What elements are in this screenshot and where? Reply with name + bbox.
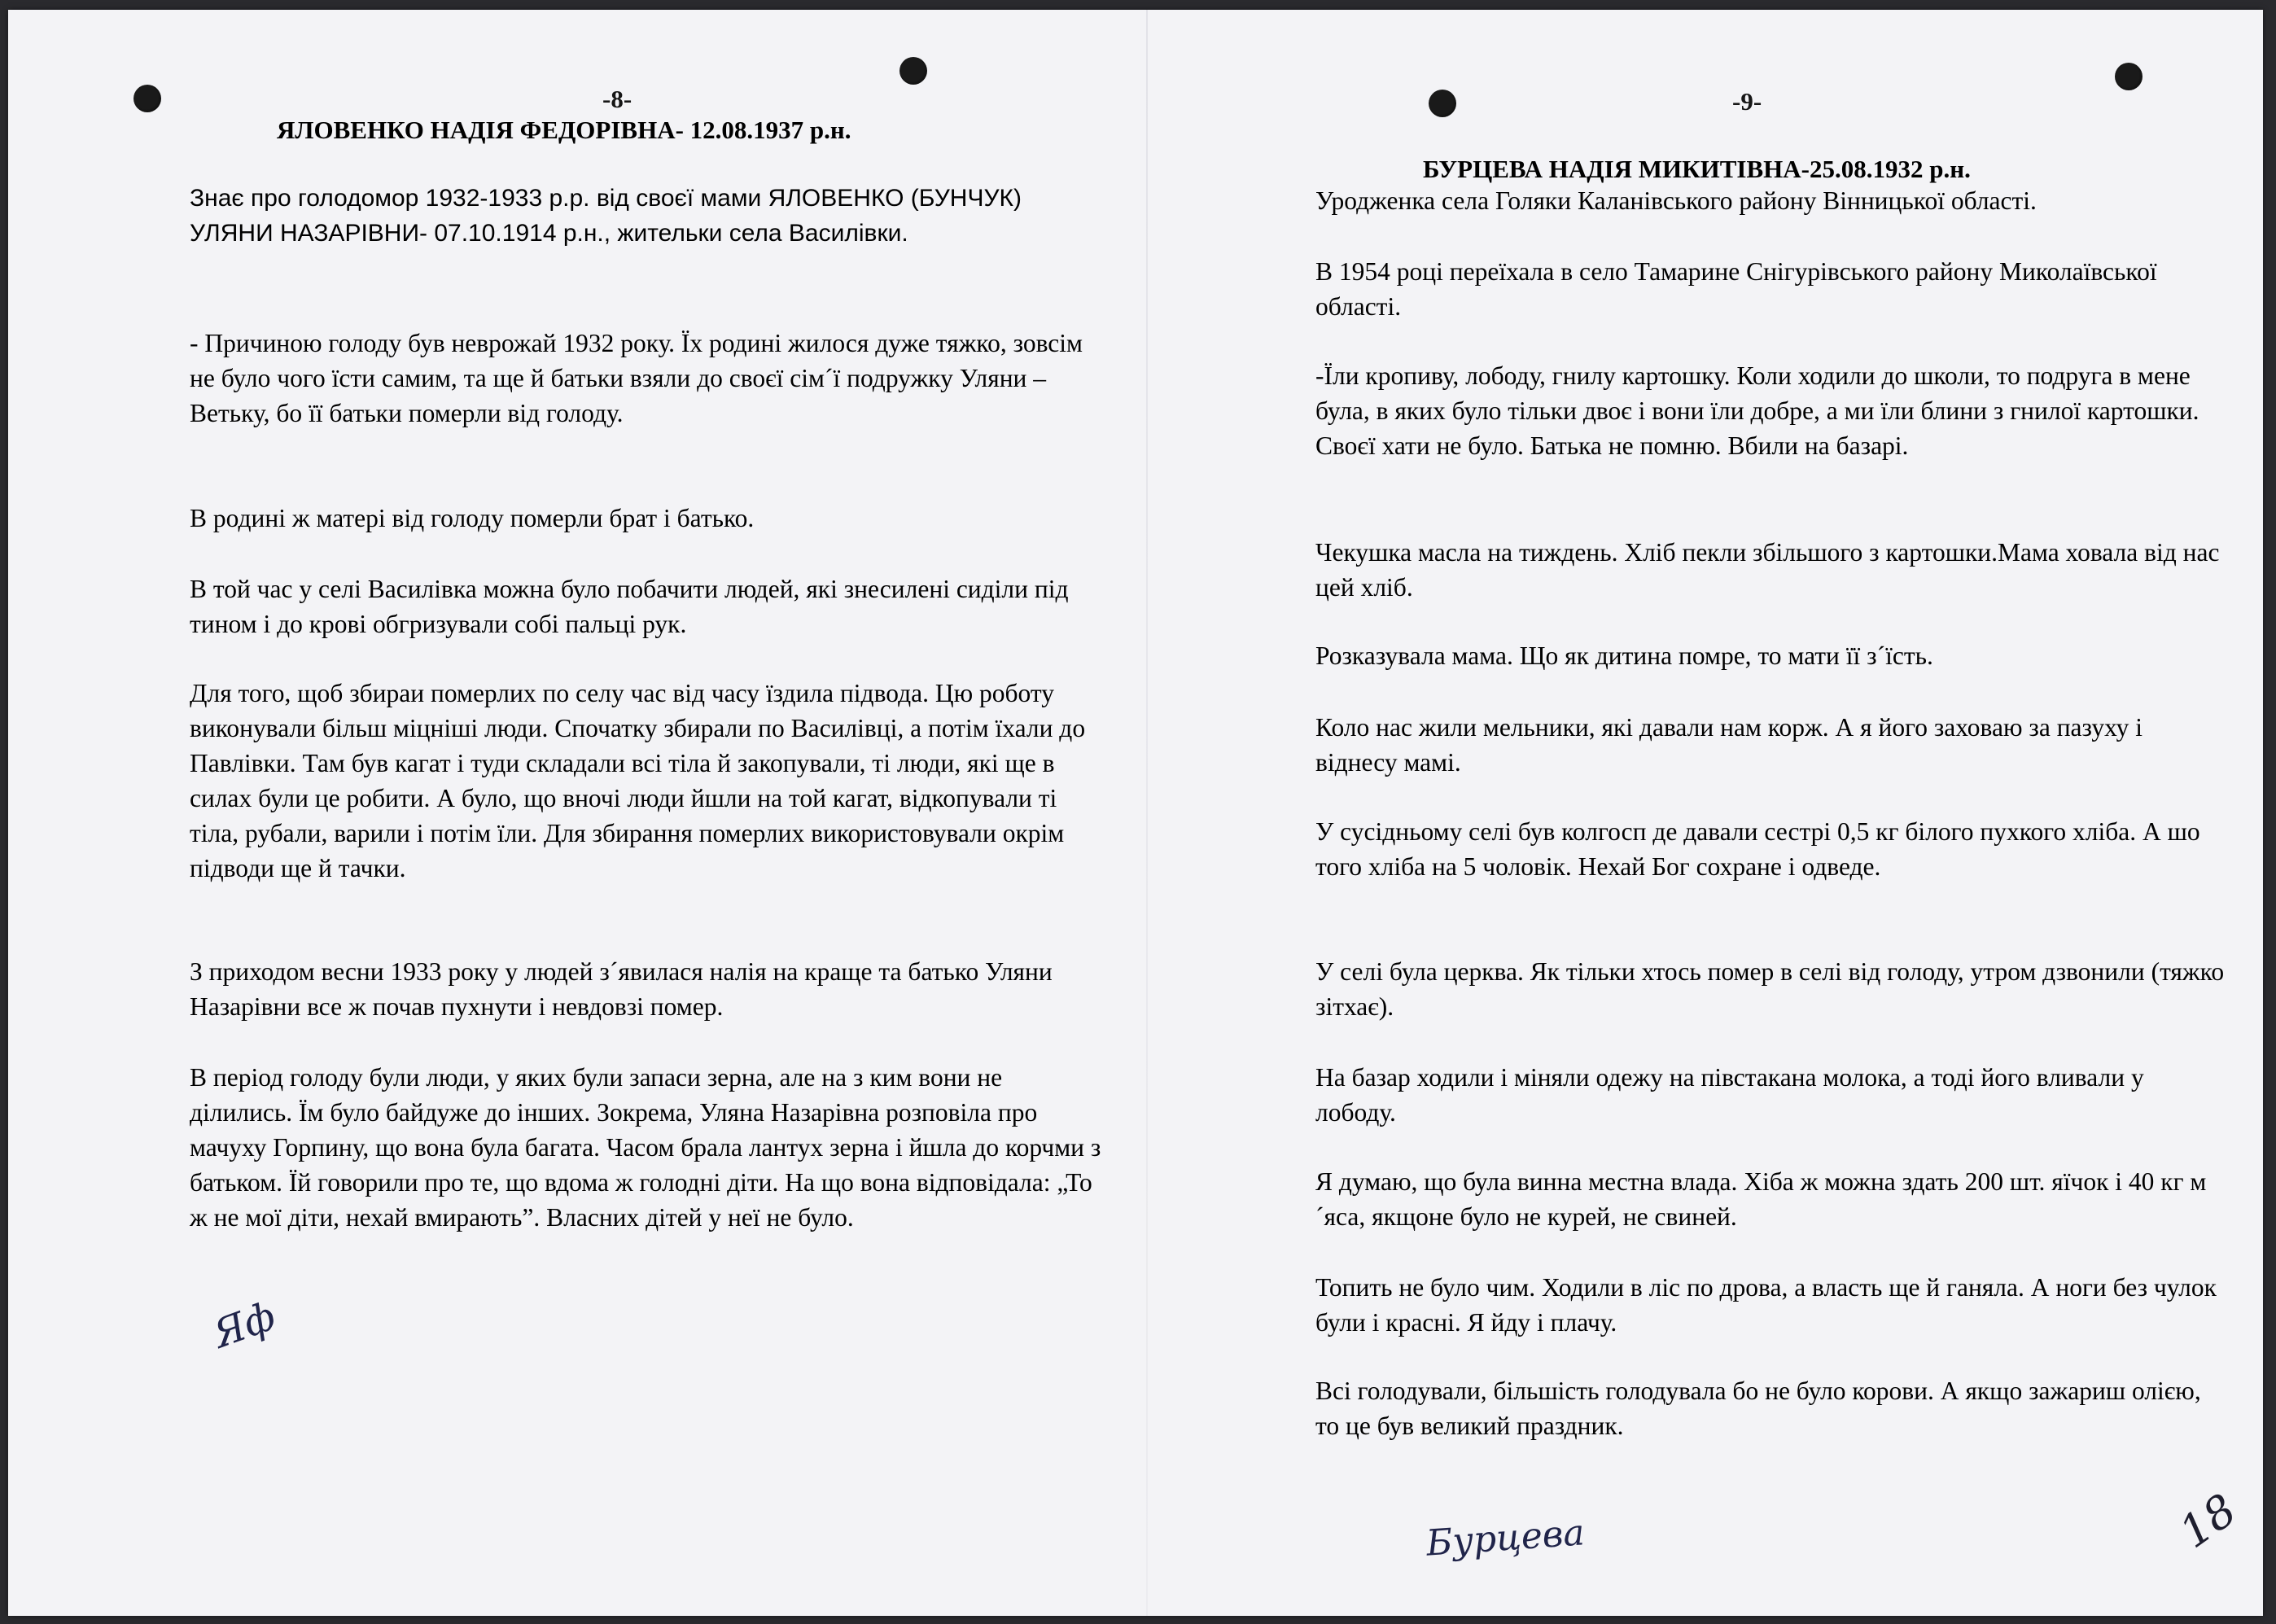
punch-hole: [2115, 63, 2143, 90]
left-paragraph: В родині ж матері від голоду померли брат і батько.: [190, 504, 755, 532]
left-paragraph: - Причиною голоду був неврожай 1932 року. Їх родині жилося дуже тяжко, зовсім не було чого їсти самим, та ще й батьки взяли до своєї сім´ї подружку Уляни – Ветьку, бо її батьки померли від голоду.: [190, 329, 1083, 427]
left-page-number: -8-: [602, 85, 632, 113]
right-paragraph: Топить не було чим. Ходили в ліс по дрова, а власть ще й ганяла. А ноги без чулок були і красні. Я йду і плачу.: [1315, 1273, 2217, 1337]
right-paragraph: Розказувала мама. Що як дитина помре, то мати її з´їсть.: [1315, 641, 1933, 670]
right-paragraph: Коло нас жили мельники, які давали нам корж. А я його заховаю за пазуху і віднесу мамі.: [1315, 713, 2143, 777]
page-fold-line: [1146, 10, 1148, 1616]
left-paragraph: Знає про голодомор 1932-1933 р.р. від своєї мами ЯЛОВЕНКО (БУНЧУК) УЛЯНИ НАЗАРІВНИ- 07.10.1914 р.н., жительки села Василівки.: [190, 185, 1022, 247]
punch-hole: [1429, 90, 1456, 117]
right-paragraph: У селі була церква. Як тільки хтось помер в селі від голоду, утром дзвонили (тяжко зітхає).: [1315, 957, 2225, 1021]
left-paragraph: Для того, щоб збираи померлих по селу час від часу їздила підвода. Цю роботу виконували більш міцніші люди. Спочатку збирали по Василівці, а потім їхали до Павлівки. Там був кагат і туди складали всі тіла й закопували, ті люди, які ще в силах були це робити. А було, що вночі люди йшли на той кагат, відкопували ті тіла, рубали, варили і потім їли. Для збирання померлих використовували окрім підводи ще й тачки.: [190, 679, 1086, 882]
right-paragraph: В 1954 році переїхала в село Тамарине Снігурівського району Миколаївської області.: [1315, 257, 2157, 321]
left-paragraph: В період голоду були люди, у яких були запаси зерна, але на з ким вони не ділились. Їм було байдуже до інших. Зокрема, Уляна Назарівна розповіла про мачуху Горпину, що вона була багата. Часом брала лантух зерна і йшла до корчми з батьком. Їй говорили про те, що вдома ж голодні діти. На що вона відповідала: „То ж не мої діти, нехай вмирають”. Власних дітей у неї не було.: [190, 1063, 1101, 1232]
left-paragraph: В той час у селі Василівка можна було побачити людей, які знесилені сиділи під тином і до крові обгризували собі пальці рук.: [190, 575, 1069, 638]
right-page-number: -9-: [1732, 87, 1762, 116]
right-page-title: БУРЦЕВА НАДІЯ МИКИТІВНА-25.08.1932 р.н.: [1423, 155, 1971, 183]
right-paragraph: Уродженка села Голяки Каланівського району Вінницької області.: [1315, 186, 2037, 215]
scanned-sheet: [8, 10, 2263, 1616]
right-paragraph: Чекушка масла на тиждень. Хліб пекли збільшого з картошки.Мама ховала від нас цей хліб.: [1315, 538, 2220, 602]
signature-left: Яф: [207, 1293, 282, 1358]
punch-hole: [133, 85, 161, 112]
corner-page-mark: 18: [2170, 1483, 2246, 1559]
punch-hole: [899, 57, 927, 85]
right-paragraph: На базар ходили і міняли одежу на півстакана молока, а тоді його вливали у лободу.: [1315, 1063, 2144, 1127]
left-paragraph: З приходом весни 1933 року у людей з´явилася налія на краще та батько Уляни Назарівни все ж почав пухнути і невдовзі помер.: [190, 957, 1053, 1021]
right-paragraph: Я думаю, що була винна местна влада. Хіба ж можна здать 200 шт. яїчок і 40 кг м´яса, якщоне було не курей, не свиней.: [1315, 1167, 2207, 1231]
right-paragraph: Всі голодували, більшість голодувала бо не було корови. А якщо зажариш олією, то це був великий праздник.: [1315, 1377, 2201, 1440]
signature-right: Бурцева: [1425, 1512, 1587, 1565]
right-paragraph: У сусідньому селі був колгосп де давали сестрі 0,5 кг білого пухкого хліба. А шо того хліба на 5 чоловік. Нехай Бог сохране і одведе.: [1315, 817, 2200, 881]
right-paragraph: -Їли кропиву, лободу, гнилу картошку. Коли ходили до школи, то подруга в мене була, в яких було тільки двоє і вони їли добре, а ми їли блини з гнилої картошки. Своєї хати не було. Батька не помню. Вбили на базарі.: [1315, 361, 2199, 460]
left-page-title: ЯЛОВЕНКО НАДІЯ ФЕДОРІВНА- 12.08.1937 р.н.: [277, 116, 851, 144]
